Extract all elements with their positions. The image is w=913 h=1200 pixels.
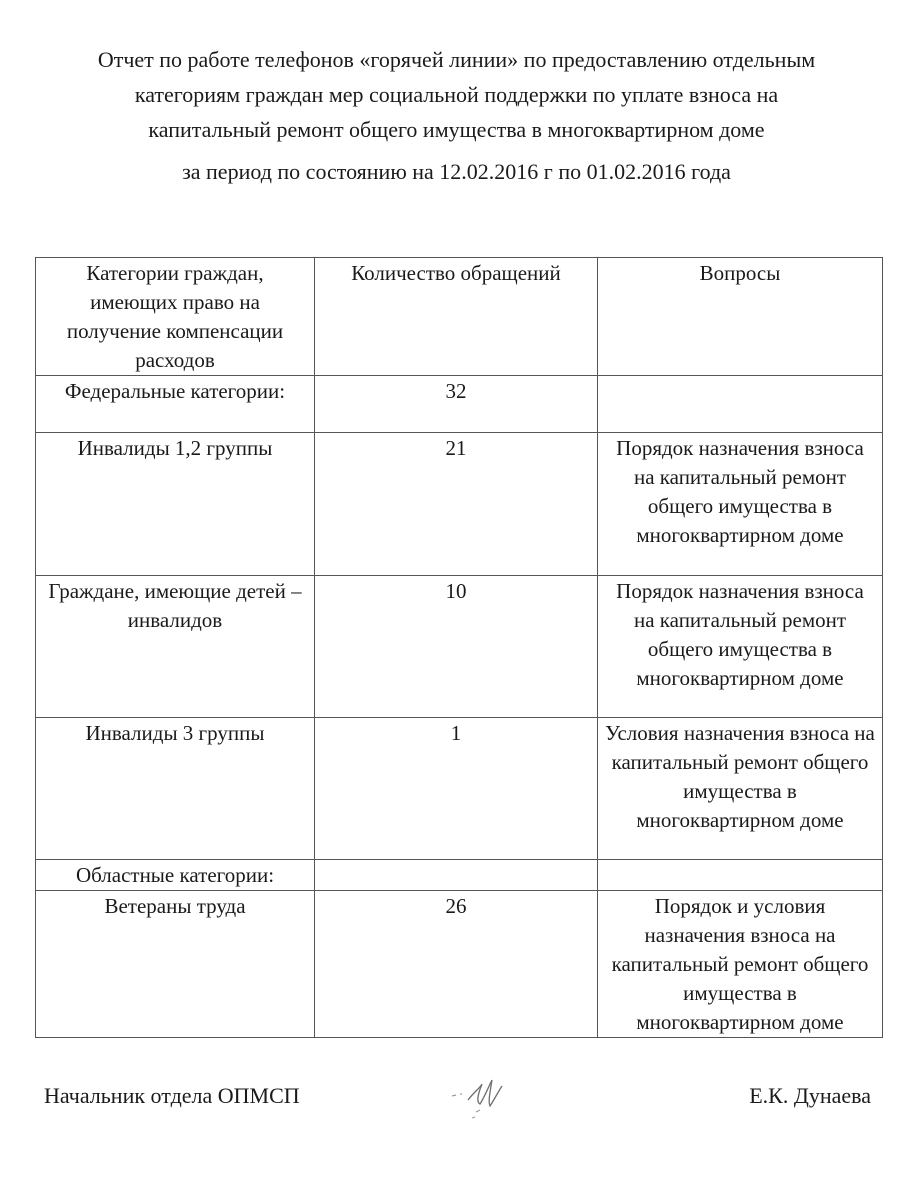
category-cell: Инвалиды 3 группы: [36, 718, 315, 860]
question-cell: Порядок и условия назначения взноса на капитальный ремонт общего имущества в многоквартирном доме: [598, 891, 883, 1038]
table-row: [36, 718, 883, 860]
table-row: [36, 433, 883, 576]
report-period: за период по состоянию на 12.02.2016 г по 01.02.2016 года: [182, 159, 731, 184]
category-cell: Граждане, имеющие детей – инвалидов: [36, 576, 315, 718]
category-cell: Инвалиды 1,2 группы: [36, 433, 315, 576]
category-cell: Федеральные категории:: [36, 376, 315, 433]
signatory-name: Е.К. Дунаева: [749, 1083, 871, 1108]
count-cell: 21: [315, 433, 598, 576]
question-cell: Условия назначения взноса на капитальный ремонт общего имущества в многоквартирном доме: [598, 718, 883, 860]
title-line-2: категориям граждан мер социальной поддержки по уплате взноса на: [134, 82, 779, 107]
column-header-questions: Вопросы: [598, 258, 883, 376]
column-header-count: Количество обращений: [315, 258, 598, 376]
table-header-row: [36, 258, 883, 376]
count-cell: 32: [315, 376, 598, 433]
handwritten-signature: [446, 1074, 526, 1124]
count-cell: 1: [315, 718, 598, 860]
category-cell: Ветераны труда: [36, 891, 315, 1038]
report-title: [40, 42, 873, 147]
count-cell: 26: [315, 891, 598, 1038]
count-cell: [315, 860, 598, 891]
report-table: [35, 257, 883, 1038]
title-line-3: капитальный ремонт общего имущества в многоквартирном доме: [148, 117, 765, 142]
count-cell: 10: [315, 576, 598, 718]
question-cell: Порядок назначения взноса на капитальный ремонт общего имущества в многоквартирном доме: [598, 433, 883, 576]
question-cell: [598, 376, 883, 433]
title-line-1: Отчет по работе телефонов «горячей линии» по предоставлению отдельным: [97, 47, 816, 72]
category-cell: Областные категории:: [36, 860, 315, 891]
table-row: [36, 860, 883, 891]
table-row: [36, 891, 883, 1038]
column-header-category: Категории граждан, имеющих право на получение компенсации расходов: [36, 258, 315, 376]
table-row: [36, 376, 883, 433]
question-cell: Порядок назначения взноса на капитальный ремонт общего имущества в многоквартирном доме: [598, 576, 883, 718]
table-row: [36, 576, 883, 718]
question-cell: [598, 860, 883, 891]
signatory-position: Начальник отдела ОПМСП: [44, 1083, 300, 1108]
